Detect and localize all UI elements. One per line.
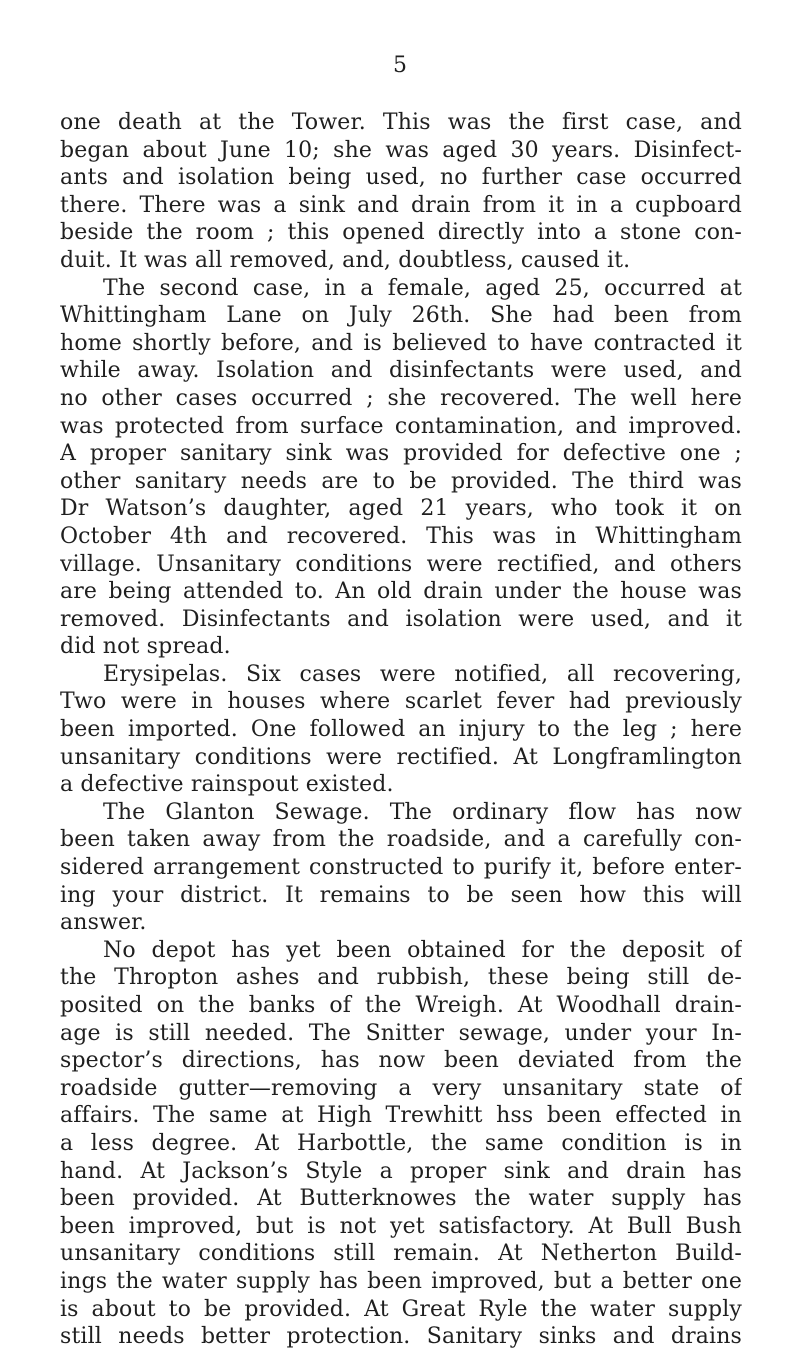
text-line: been taken away from the roadside, and a carefully con- [60,827,742,853]
text-line: The second case, in a female, aged 25, occurred at [103,275,742,301]
text-line: age is still needed. The Snitter sewage, under your In- [60,1020,742,1046]
text-line: answer. [60,910,147,936]
text-line: one death at the Tower. This was the first case, and [60,110,742,135]
text-line: A proper sanitary sink was provided for defective one ; [60,441,742,467]
text-line: been improved, but is not yet satisfactory. At Bull Bush [60,1213,742,1239]
paragraph-second-case [60,275,742,661]
text-line: home shortly before, and is believed to have contracted it [60,330,742,356]
page-number: 5 [393,53,407,78]
text-line: was protected from surface contamination, and improved. [60,413,742,439]
text-line: The Glanton Sewage. The ordinary flow has now [103,799,742,825]
text-line: unsanitary conditions were rectified. At Longframlington [60,744,742,770]
text-line: village. Unsanitary conditions were rectified, and others [60,551,742,577]
text-line: there. There was a sink and drain from it in a cupboard [60,192,742,218]
text-line: did not spread. [60,634,231,660]
paragraph-glanton-sewage [60,799,742,937]
text-line: removed. Disinfectants and isolation were used, and it [60,606,742,632]
text-line: been imported. One followed an injury to the leg ; here [60,717,742,743]
paragraph-erysipelas [60,661,742,799]
text-line: while away. Isolation and disinfectants were used, and [60,358,742,384]
text-line: roadside gutter—removing a very unsanitary state of [60,1075,742,1101]
text-line: began about June 10; she was aged 30 years. Disinfect- [60,137,742,163]
text-line: still needs better protection. Sanitary sinks and drains [60,1324,742,1350]
text-line: Erysipelas. Six cases were notified, all recovering, [103,661,742,687]
text-line: Whittingham Lane on July 26th. She had been from [60,303,742,329]
text-line: Dr Watson’s daughter, aged 21 years, who took it on [60,496,742,522]
text-line: posited on the banks of the Wreigh. At Woodhall drain- [60,993,742,1018]
text-line: a defective rainspout existed. [60,772,394,798]
text-line: is about to be provided. At Great Ryle the water supply [60,1296,742,1322]
text-line: beside the room ; this opened directly into a stone con- [60,220,742,246]
text-line: no other cases occurred ; she recovered. The well here [60,385,742,411]
text-line: No depot has yet been obtained for the deposit of [103,937,742,963]
text-line: are being attended to. An old drain under the house was [60,579,742,605]
text-line: October 4th and recovered. This was in Whittingham [60,523,742,549]
paragraph-tower-case [60,109,742,275]
text-line: hand. At Jackson’s Style a proper sink and drain has [60,1158,742,1184]
text-line: sidered arrangement constructed to purify it, before enter- [60,855,742,881]
text-line: the Thropton ashes and rubbish, these being still de- [60,965,742,991]
text-line: spector’s directions, has now been deviated from the [60,1048,742,1074]
text-line: unsanitary conditions still remain. At Netherton Build- [60,1241,742,1267]
text-line: a less degree. At Harbottle, the same condition is in [60,1130,742,1156]
text-line: ants and isolation being used, no further case occurred [60,165,742,191]
text-line: Two were in houses where scarlet fever had previously [60,689,742,715]
text-line: other sanitary needs are to be provided. The third was [60,468,742,494]
paragraph-depot [60,937,742,1351]
text-line: ing your district. It remains to be seen how this will [60,882,742,908]
text-line: duit. It was all removed, and, doubtless, caused it. [60,247,631,273]
body-text [60,109,742,1351]
text-line: been provided. At Butterknowes the water supply has [60,1186,742,1212]
text-line: ings the water supply has been improved, but a better one [60,1268,742,1294]
text-line: affairs. The same at High Trewhitt hss been effected in [60,1103,742,1129]
